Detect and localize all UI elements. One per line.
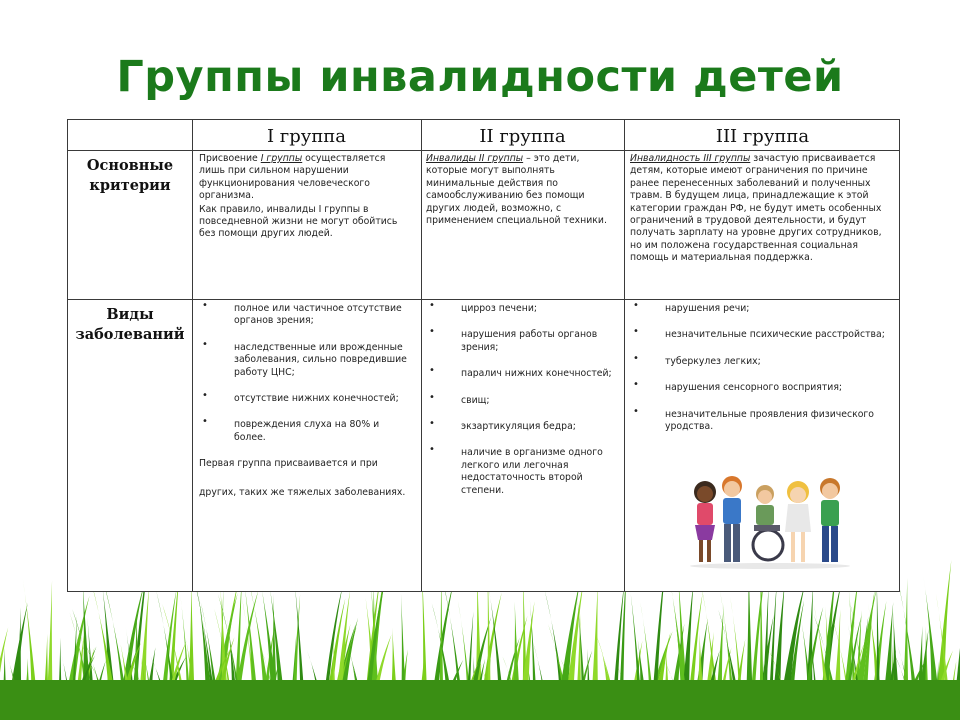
grass-blade <box>720 590 736 720</box>
list-item: • наличие в организме одного легкого или легочная недостаточность второй степени. <box>426 447 619 497</box>
grass-blade <box>898 645 916 720</box>
grass-blade <box>955 660 960 720</box>
grass-blade <box>218 588 224 720</box>
grass-blade <box>142 646 156 720</box>
grass-blade <box>890 644 895 720</box>
criteria-group-3: Инвалидность III группы зачастую присваивается детям, которые имеют ограничения по причине ранее перенесенных заболеваний и полученных травм. В будущем лица, принадлежащие к этой категории граждан РФ, не будут иметь особенных ограничений в трудовой деятельности, и будут получать зарплату на уровне других сотрудников, но им положена государственная социальная помощь и материальная поддержка. <box>630 153 882 264</box>
grass-blade <box>471 659 485 720</box>
grass-blade <box>511 602 521 720</box>
grass-blade <box>8 659 26 720</box>
list-item: • повреждения слуха на 80% и более. <box>199 419 413 444</box>
grass-blade <box>140 652 153 720</box>
grass-blade <box>212 637 235 720</box>
grass-blade <box>848 624 864 720</box>
grass-blade <box>956 612 960 720</box>
grass-blade <box>692 618 708 720</box>
grass-blade <box>57 638 62 720</box>
grass-blade <box>650 632 670 720</box>
grass-blade <box>814 614 842 720</box>
list-item: • наследственные или врожденные заболевания, сильно повредившие работу ЦНС; <box>199 342 413 379</box>
grass-blade <box>915 629 928 720</box>
grass-blade <box>843 615 862 720</box>
grass-blade <box>881 602 893 720</box>
grass-blade <box>680 577 694 720</box>
grass-blade <box>364 587 380 720</box>
grass-blade <box>831 615 853 720</box>
grass-blade <box>517 601 534 720</box>
grass-blade <box>933 661 940 720</box>
list-item: • отсутствие нижних конечностей; <box>199 393 413 405</box>
grass-blade <box>732 639 745 720</box>
grass-blade <box>860 588 875 720</box>
grass-blade <box>334 590 351 720</box>
grass-blade <box>465 612 473 720</box>
grass-blade <box>142 647 155 720</box>
grass-blade <box>1 648 7 720</box>
grass-blade <box>701 650 720 720</box>
grass-blade <box>842 571 860 720</box>
grass-blade <box>561 659 583 720</box>
grass-blade <box>930 650 953 720</box>
grass-blade <box>854 616 868 720</box>
grass-blade <box>505 616 527 720</box>
grass-blade <box>117 582 144 720</box>
grass-blade <box>333 627 357 720</box>
grass-blade <box>21 658 32 720</box>
grass-blade <box>432 603 457 720</box>
grass-blade <box>157 656 186 720</box>
grass-blade <box>465 617 491 720</box>
grass-blade <box>103 579 130 720</box>
grass-blade <box>261 648 279 720</box>
grass-blade <box>814 604 833 720</box>
grass-blade <box>70 612 96 720</box>
grass-blade <box>369 579 378 720</box>
child-1-figure <box>694 481 716 562</box>
grass-blade <box>896 574 920 720</box>
grass-blade <box>956 615 960 720</box>
child-4-figure <box>785 481 811 562</box>
list-item: • паралич нижних конечностей; <box>426 368 619 380</box>
grass-blade <box>893 652 917 720</box>
grass-blade <box>730 597 744 720</box>
grass-blade <box>15 607 22 720</box>
grass-blade <box>261 624 275 720</box>
grass-blade <box>248 576 273 720</box>
grass-blade <box>75 657 87 720</box>
grass-blade <box>401 594 407 720</box>
grass-blade <box>46 580 53 720</box>
grass-blade <box>763 660 772 720</box>
list-item: • нарушения сенсорного восприятия; <box>630 382 896 394</box>
grass-blade <box>471 656 477 720</box>
grass-blade <box>700 580 720 720</box>
grass-blade <box>126 626 137 720</box>
list-item: • экзартикуляция бедра; <box>426 421 619 433</box>
list-item: • незначительные проявления физического уродства. <box>630 409 896 434</box>
grass-blade <box>166 570 179 720</box>
grass-blade <box>330 640 336 720</box>
grass-blade <box>389 628 399 720</box>
grass-blade <box>0 622 1 720</box>
grass-blade <box>923 626 930 720</box>
list-item: • туберкулез легких; <box>630 356 896 368</box>
grass-blade <box>849 599 868 720</box>
grass-blade <box>590 580 599 720</box>
grass-blade <box>289 635 297 720</box>
grass-blade <box>61 654 73 720</box>
grass-blade <box>132 610 141 720</box>
grass-blade <box>577 589 587 720</box>
grass-blade <box>151 656 175 720</box>
grass-blade <box>825 606 835 720</box>
grass-blade <box>84 641 109 720</box>
grass-blade <box>88 660 117 720</box>
grass-blade <box>87 617 95 720</box>
grass-blade <box>367 635 391 720</box>
grass-blade <box>768 581 777 720</box>
grass-blade <box>478 658 497 720</box>
grass-blade <box>662 649 671 720</box>
grass-blade <box>218 594 244 720</box>
grass-blade <box>201 602 221 720</box>
grass-blade <box>627 641 642 720</box>
grass-blade <box>242 597 258 720</box>
grass-blade <box>801 607 823 720</box>
grass-blade <box>634 654 640 720</box>
grass-blade <box>702 632 714 720</box>
grass-blade <box>214 609 235 720</box>
grass-blade <box>915 626 924 720</box>
grass-blade <box>335 618 358 720</box>
grass-blade <box>90 660 106 720</box>
grass-blade <box>891 613 901 720</box>
grass-blade <box>574 650 592 720</box>
grass-blade <box>72 609 100 720</box>
grass-blade <box>883 649 896 720</box>
grass-blade <box>80 647 94 720</box>
grass-blade <box>947 661 956 720</box>
grass-blade <box>586 649 592 720</box>
grass-blade <box>769 650 794 720</box>
grass-blade <box>499 637 520 720</box>
grass-blade <box>307 650 328 720</box>
group-1-link-text: I группы <box>260 153 303 164</box>
page-title: Группы инвалидности детей <box>116 52 844 102</box>
grass-blade <box>575 614 582 720</box>
grass-blade <box>902 578 909 720</box>
grass-blade <box>804 580 813 720</box>
grass-blade <box>291 594 300 720</box>
grass-blade <box>832 609 842 720</box>
diseases-group-2 <box>426 303 619 511</box>
grass-blade <box>231 591 258 720</box>
grass-blade <box>119 635 135 720</box>
list-item: • нарушения работы органов зрения; <box>426 329 619 354</box>
grass-blade <box>664 661 686 720</box>
grass-blade <box>848 583 857 720</box>
grass-blade <box>220 583 229 720</box>
grass-blade <box>718 610 743 720</box>
grass-blade <box>667 623 684 720</box>
grass-blade <box>923 574 942 720</box>
grass-blade <box>615 661 633 720</box>
grass-blade <box>266 645 279 720</box>
grass-blade <box>101 575 118 720</box>
grass-blade <box>332 623 356 720</box>
grass-blade <box>852 587 877 720</box>
grass-blade <box>23 578 40 720</box>
grass-blade <box>324 598 345 720</box>
grass-blade <box>458 600 473 720</box>
grass-blade <box>115 642 141 720</box>
grass-blade <box>876 574 880 720</box>
grass-blade <box>869 601 886 720</box>
grass-blade <box>460 661 479 720</box>
grass-blade <box>162 604 189 720</box>
grass-blade <box>210 593 238 720</box>
grass-blade <box>934 560 951 720</box>
grass-blade <box>215 581 238 720</box>
list-item: • свищ; <box>426 395 619 407</box>
grass-blade <box>756 615 774 720</box>
grass-blade <box>761 584 768 720</box>
group-1-note-a: Первая группа присваивается и при <box>199 458 378 470</box>
grass-blade <box>131 662 156 720</box>
grass-blade <box>686 593 702 720</box>
column-header-group-2: II группа <box>479 126 566 147</box>
row-label-diseases: Виды заболеваний <box>75 306 185 343</box>
grass-blade <box>227 618 239 720</box>
grass-blade <box>156 591 178 720</box>
child-5-figure <box>820 478 840 562</box>
grass-blade <box>348 646 364 720</box>
grass-blade <box>786 600 805 720</box>
column-header-group-3: III группа <box>715 126 810 147</box>
grass-blade <box>695 632 706 720</box>
group-2-link-text: Инвалиды II группы <box>426 153 524 164</box>
list-item: • незначительные психические расстройства; <box>630 329 896 341</box>
grass-blade <box>0 627 8 720</box>
grass-blade <box>73 628 85 720</box>
grass-blade <box>441 572 465 720</box>
grass-blade <box>195 576 214 720</box>
grass-blade <box>481 653 491 720</box>
grass-blade <box>363 575 380 720</box>
grass-blade <box>265 662 280 720</box>
grass-blade <box>845 644 864 720</box>
grass-blade <box>809 631 819 720</box>
grass-blade <box>771 578 785 720</box>
grass-blade <box>672 597 686 720</box>
grass-blade <box>868 603 885 720</box>
grass-blade <box>800 612 815 720</box>
grass-blade <box>72 646 96 720</box>
grass-blade <box>817 579 842 720</box>
grass-blade <box>898 658 927 720</box>
grass-blade <box>137 584 149 720</box>
grass-blade <box>397 649 408 720</box>
grass-blade <box>526 659 536 720</box>
grass-blade <box>233 576 242 720</box>
grass-blade <box>71 616 77 720</box>
grass-blade <box>162 641 187 720</box>
grass-blade <box>321 585 342 720</box>
children-illustration <box>680 470 860 570</box>
column-header-group-1: I группа <box>266 126 347 147</box>
grass-blade <box>544 589 568 720</box>
grass-blade <box>533 642 550 720</box>
grass-blade <box>952 633 960 720</box>
list-item: • полное или частичное отсутствие органов зрения; <box>199 303 413 328</box>
grass-blade <box>82 576 92 720</box>
grass-blade <box>502 656 523 720</box>
list-item: • нарушения речи; <box>630 303 896 315</box>
grass-blade <box>778 581 806 720</box>
grass-blade <box>91 582 120 720</box>
grass-blade <box>363 575 386 720</box>
diseases-group-3 <box>630 303 896 447</box>
grass-blade <box>203 649 230 720</box>
grass-blade <box>599 641 618 720</box>
grass-blade <box>953 580 960 720</box>
grass-blade <box>479 592 502 720</box>
criteria-group-2: Инвалиды II группы – это дети, которые могут выполнять минимальные действия по самообслуживанию без помощи других людей, возможно, с применением специальной техники. <box>426 153 607 227</box>
grass-blade <box>640 602 656 720</box>
grass-blade <box>854 610 862 720</box>
grass-blade <box>62 596 90 720</box>
child-3-wheelchair-figure <box>753 485 783 560</box>
grass-blade <box>556 577 581 720</box>
grass-blade <box>180 594 192 720</box>
row-label-criteria: Основные критерии <box>86 157 174 194</box>
grass-blade <box>66 656 95 720</box>
grass-blade <box>638 639 650 720</box>
diseases-group-1 <box>199 303 413 499</box>
grass-blade <box>329 624 350 720</box>
grass-blade <box>270 594 278 720</box>
group-1-note-b: других, таких же тяжелых заболеваниях. <box>199 486 406 498</box>
grass-blade <box>611 580 624 720</box>
grass-blade <box>429 581 454 720</box>
grass-blade <box>563 578 584 720</box>
list-item: • цирроз печени; <box>426 303 619 315</box>
grass-blade <box>42 634 49 720</box>
grass-blade <box>548 624 573 720</box>
child-2-figure <box>722 476 742 562</box>
grass-blade <box>187 578 196 720</box>
grass-blade <box>530 600 538 720</box>
grass-blade <box>370 571 380 720</box>
grass-blade <box>159 588 177 720</box>
grass-blade <box>185 635 199 720</box>
grass-blade <box>6 603 28 720</box>
grass-blade <box>336 637 354 720</box>
grass-blade <box>595 633 619 720</box>
grass-blade <box>714 604 723 720</box>
grass-blade <box>192 571 218 720</box>
grass-blade <box>416 654 427 720</box>
grass-blade <box>438 660 463 720</box>
criteria-group-1: Присвоение I группы осуществляется лишь при сильном нарушении функционирования человеческого организма. Как правило, инвалиды I группы в повседневной жизни не могут обойтись без помощи других людей. <box>199 153 398 240</box>
grass-blade <box>936 594 952 720</box>
grass-blade <box>646 631 673 720</box>
grass-blade <box>349 652 366 720</box>
group-3-link-text: Инвалидность III группы <box>630 153 751 164</box>
grass-blade <box>715 647 731 720</box>
grass-blade <box>117 649 137 720</box>
